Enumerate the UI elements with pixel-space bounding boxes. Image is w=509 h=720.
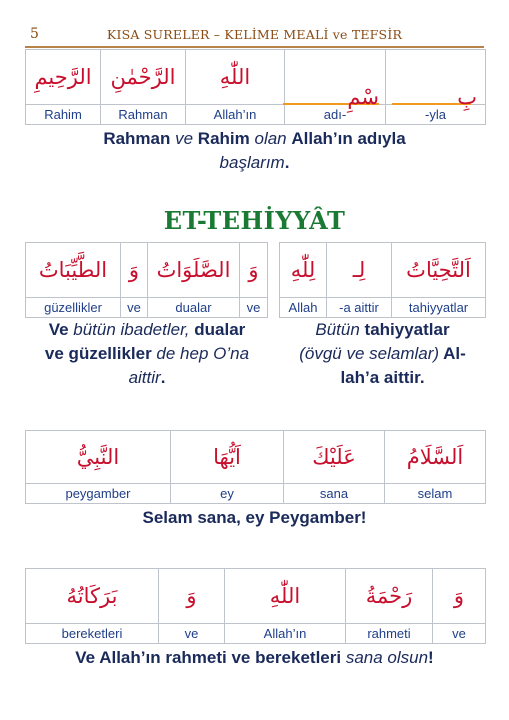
- arabic-word-cell: [285, 50, 386, 109]
- translation-word: tahiyyatlar: [392, 298, 486, 318]
- arabic-word: الصَّلَوَاتُ: [148, 243, 240, 298]
- arabic-word: بِ: [457, 85, 477, 109]
- arabic-word: سْمِ: [347, 85, 379, 109]
- translation-word: adı-: [285, 105, 386, 125]
- translation-word: selam: [385, 484, 486, 504]
- translation-word: bereketleri: [26, 624, 159, 644]
- arabic-word: رَحْمَةُ: [346, 569, 433, 624]
- translation-word: -yla: [386, 105, 486, 125]
- translation-word: Allah’ın: [225, 624, 346, 644]
- arabic-word: عَلَيْكَ: [284, 431, 385, 484]
- translation-word: güzellikler: [26, 298, 121, 318]
- page-number: 5: [30, 26, 39, 42]
- translation-word: Rahim: [26, 105, 101, 125]
- word-table-rahmet: [25, 568, 486, 644]
- arabic-word: وَ: [433, 569, 486, 624]
- meaning-besmele: Rahman ve Rahim olan Allah’ın adıyla başlarım.: [103, 129, 406, 172]
- word-table-selam: [25, 430, 486, 504]
- translation-word: rahmeti: [346, 624, 433, 644]
- arabic-word: النَّبِيُّ: [26, 431, 171, 484]
- translation-word: ey: [171, 484, 284, 504]
- arabic-word: اَيُّهَا: [171, 431, 284, 484]
- arabic-word: وَ: [159, 569, 225, 624]
- translation-word: -a aittir: [327, 298, 392, 318]
- meaning-selam: Selam sana, ey Peygamber!: [142, 508, 367, 527]
- translation-word: ve: [121, 298, 148, 318]
- translation-word: peygamber: [26, 484, 171, 504]
- meaning-rahmet: Ve Allah’ın rahmeti ve bereketleri sana olsun!: [75, 648, 434, 667]
- arabic-word: وَ: [121, 243, 148, 298]
- arabic-word: بَرَكَاتُهُ: [26, 569, 159, 624]
- arabic-word: وَ: [240, 243, 268, 298]
- meaning-tehiyyat-right: Bütün tahiyyatlar (övgü ve selamlar) Al- lah’a aittir.: [299, 320, 466, 387]
- translation-word: Rahman: [101, 105, 186, 125]
- translation-word: ve: [433, 624, 486, 644]
- word-table-tehiyyat-left: [25, 242, 268, 318]
- translation-word: ve: [240, 298, 268, 318]
- arabic-word: الرَّحِيمِ: [26, 50, 101, 105]
- translation-word: Allah: [280, 298, 327, 318]
- arabic-word: لِلّٰهِ: [280, 243, 327, 298]
- arabic-word: الرَّحْمٰنِ: [101, 50, 186, 105]
- translation-word: dualar: [148, 298, 240, 318]
- arabic-word: اللّٰهِ: [186, 50, 285, 105]
- translation-word: ve: [159, 624, 225, 644]
- arabic-word: الطَّيِّبَاتُ: [26, 243, 121, 298]
- translation-word: Allah’ın: [186, 105, 285, 125]
- meaning-tehiyyat-left: Ve bütün ibadetler, dualar ve güzellikler de hep O’na aittir.: [44, 320, 250, 387]
- translation-word: sana: [284, 484, 385, 504]
- arabic-word: اَلسَّلَامُ: [385, 431, 486, 484]
- arabic-word-cell: [386, 50, 486, 109]
- header-rule: [25, 46, 484, 48]
- arabic-word: لِـ: [327, 243, 392, 298]
- arabic-word: اَلتَّحِيَّاتُ: [392, 243, 486, 298]
- word-table-tehiyyat-right: [279, 242, 486, 318]
- page-header: [22, 26, 487, 46]
- arabic-word: اللّٰهِ: [225, 569, 346, 624]
- word-table-besmele: [25, 49, 486, 125]
- running-title: KISA SURELER – KELİME MEALİ ve TEFSİR: [106, 27, 403, 42]
- section-title: ET-TEHİYYÂT: [163, 206, 346, 235]
